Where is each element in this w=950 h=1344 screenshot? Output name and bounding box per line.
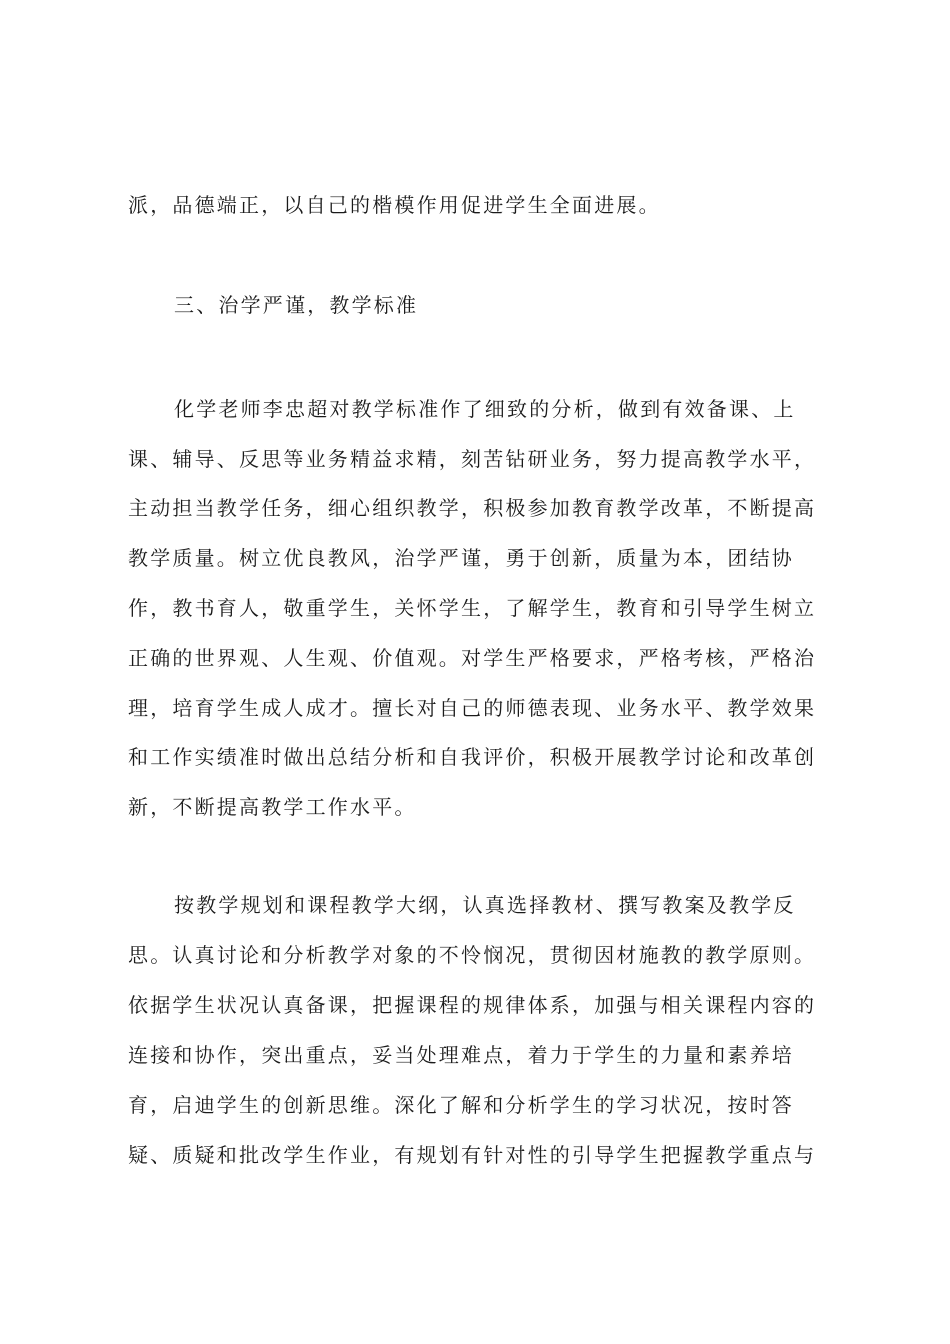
text-line: 化学老师李忠超对教学标准作了细致的分析，做到有效备课、上: [174, 397, 796, 421]
text-line: 连接和协作，突出重点，妥当处理难点，着力于学生的力量和素养培: [128, 1043, 794, 1067]
text-line: 课、辅导、反思等业务精益求精，刻苦钻研业务，努力提高教学水平，: [128, 447, 817, 471]
text-line: 新，不断提高教学工作水平。: [128, 795, 417, 819]
section-heading: 三、治学严谨，教学标准: [174, 293, 419, 317]
text-line: 作，教书育人，敬重学生，关怀学生，了解学生，教育和引导学生树立: [128, 596, 817, 620]
text-line: 理，培育学生成人成才。擅长对自己的师德表现、业务水平、教学效果: [128, 696, 817, 720]
text-line: 教学质量。树立优良教风，治学严谨，勇于创新，质量为本，团结协: [128, 546, 794, 570]
text-line: 主动担当教学任务，细心组织教学，积极参加教育教学改革，不断提高: [128, 496, 817, 520]
text-line: 育，启迪学生的创新思维。深化了解和分析学生的学习状况，按时答: [128, 1093, 794, 1117]
text-line: 和工作实绩准时做出总结分析和自我评价，积极开展教学讨论和改革创: [128, 745, 817, 769]
text-line: 思。认真讨论和分析教学对象的不怜悯况，贯彻因材施教的教学原则。: [128, 943, 817, 967]
text-line: 正确的世界观、人生观、价值观。对学生严格要求，严格考核，严格治: [128, 646, 817, 670]
text-line: 按教学规划和课程教学大纲，认真选择教材、撰写教案及教学反: [174, 893, 796, 917]
text-line: 疑、质疑和批改学生作业，有规划有针对性的引导学生把握教学重点与: [128, 1143, 817, 1167]
text-line: 派，品德端正，以自己的楷模作用促进学生全面进展。: [128, 193, 661, 217]
text-line: 依据学生状况认真备课，把握课程的规律体系，加强与相关课程内容的: [128, 993, 817, 1017]
